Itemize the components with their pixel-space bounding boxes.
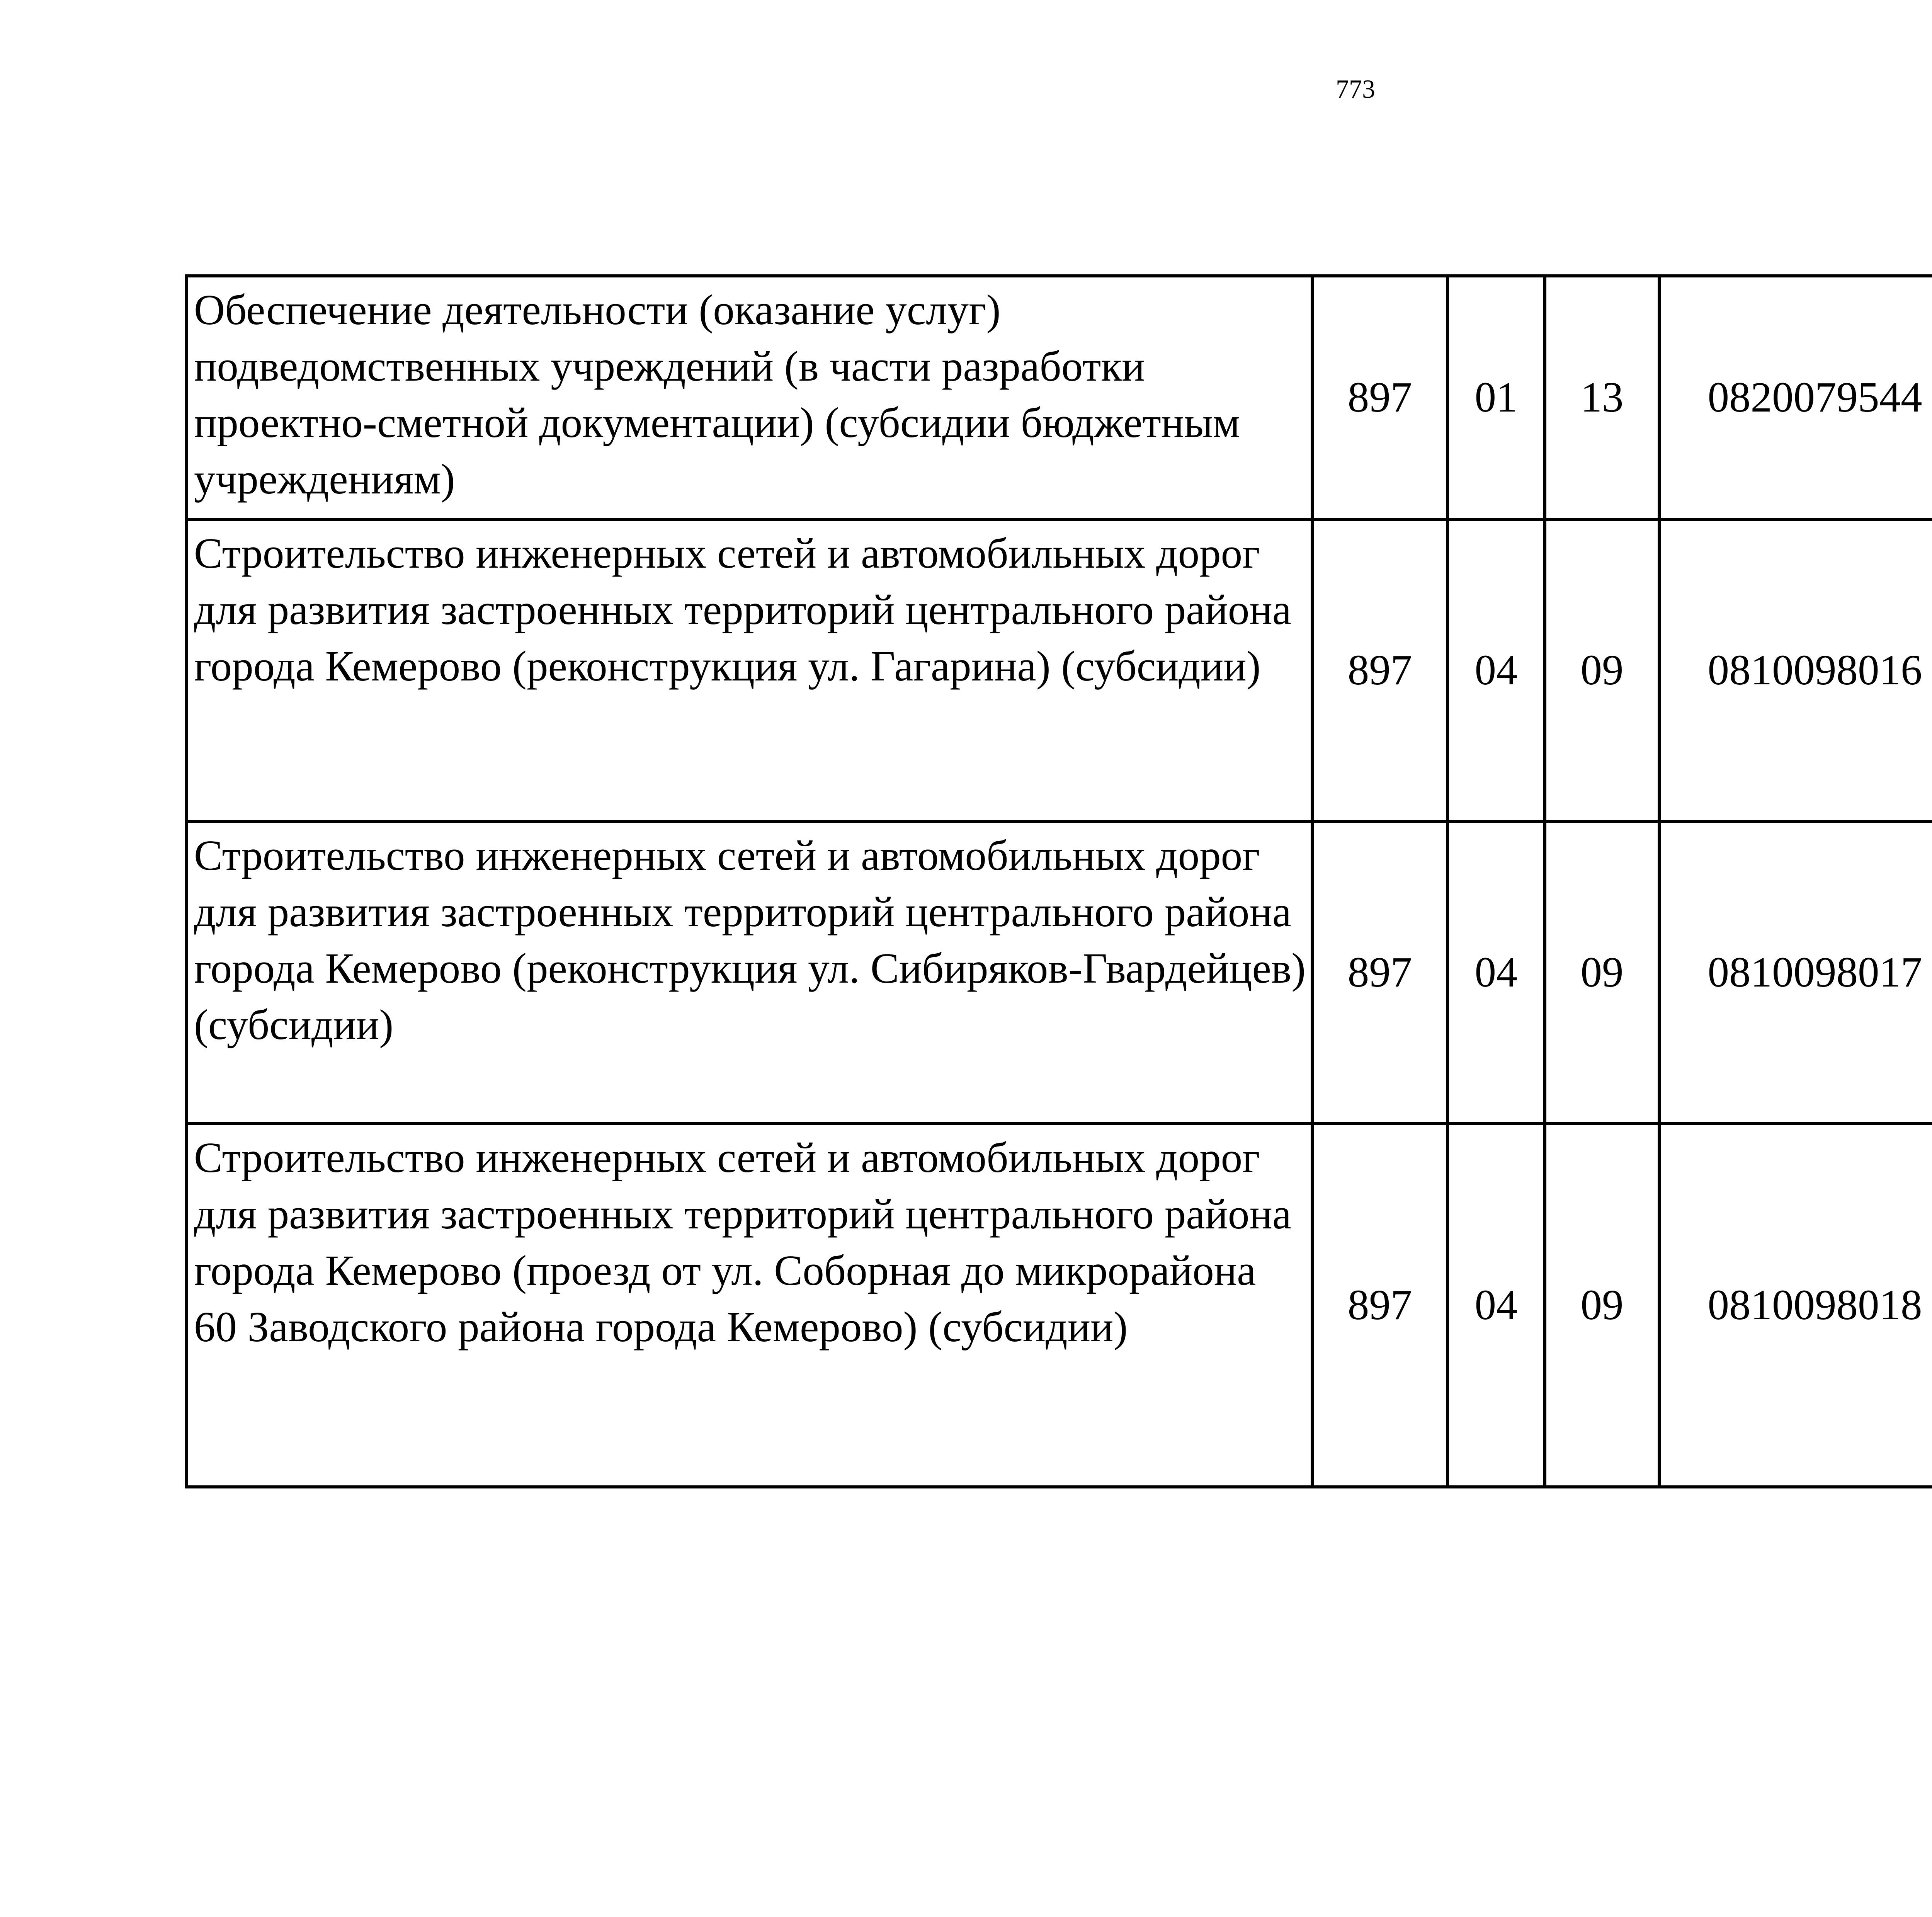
row-description: Строительство инженерных сетей и автомобильных дорог для развития застроенных территорий центрального района города Кемерово (реконструкция ул. Сибиряков-Гвардейцев) (субсидии) — [186, 822, 1312, 1124]
row-description: Обеспечение деятельности (оказание услуг) подведомственных учреждений (в части разработки проектно-сметной документации) (субсидии бюджетным учреждениям) — [186, 276, 1312, 519]
subsection-code: 09 — [1545, 1124, 1659, 1487]
subsection-code: 09 — [1545, 519, 1659, 822]
department-code: 897 — [1312, 1124, 1447, 1487]
row-description: Строительство инженерных сетей и автомобильных дорог для развития застроенных территорий центрального района города Кемерово (проезд от ул. Соборная до микрорайона 60 Заводского района города Кемерово) (субсидии) — [186, 1124, 1312, 1487]
subsection-code: 13 — [1545, 276, 1659, 519]
target-article-code: 0810098018 — [1659, 1124, 1932, 1487]
department-code: 897 — [1312, 822, 1447, 1124]
target-article-code: 0820079544 — [1659, 276, 1932, 519]
table-row — [186, 1124, 1932, 1487]
target-article-code: 0810098016 — [1659, 519, 1932, 822]
table-row — [186, 276, 1932, 519]
row-description: Строительство инженерных сетей и автомобильных дорог для развития застроенных территорий центрального района города Кемерово (реконструкция ул. Гагарина) (субсидии) — [186, 519, 1312, 822]
department-code: 897 — [1312, 276, 1447, 519]
section-code: 04 — [1447, 1124, 1545, 1487]
subsection-code: 09 — [1545, 822, 1659, 1124]
table-row — [186, 822, 1932, 1124]
section-code: 01 — [1447, 276, 1545, 519]
page-number: 773 — [1336, 74, 1375, 104]
section-code: 04 — [1447, 822, 1545, 1124]
table-row — [186, 519, 1932, 822]
target-article-code: 0810098017 — [1659, 822, 1932, 1124]
budget-table — [185, 274, 1932, 1488]
section-code: 04 — [1447, 519, 1545, 822]
department-code: 897 — [1312, 519, 1447, 822]
